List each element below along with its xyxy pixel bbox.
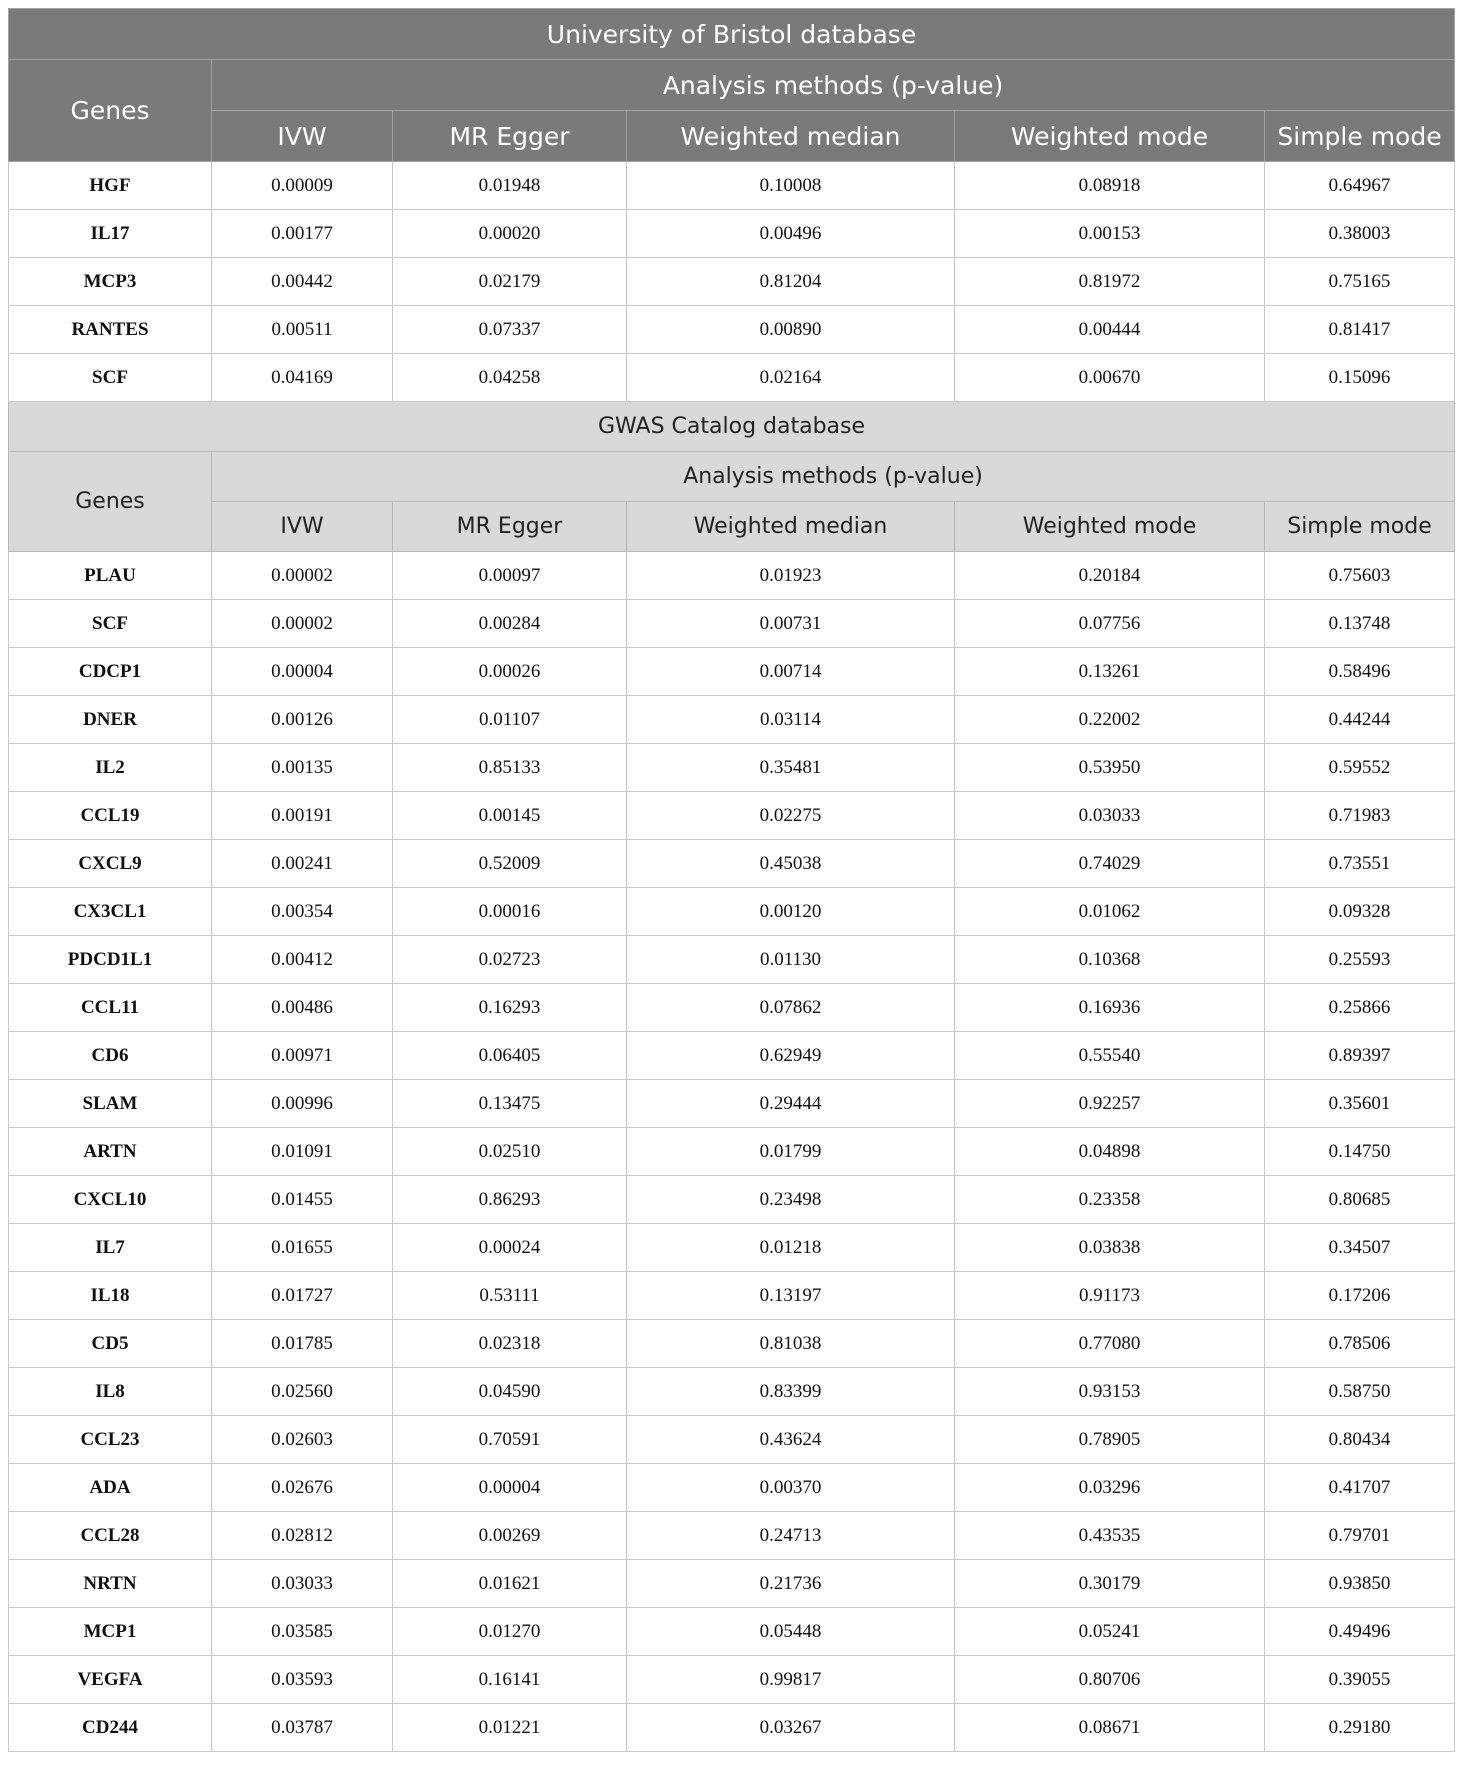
- p-value-cell: 0.00135: [212, 744, 393, 792]
- p-value-cell: 0.92257: [955, 1080, 1265, 1128]
- p-value-cell: 0.49496: [1265, 1608, 1455, 1656]
- gene-cell: RANTES: [9, 306, 212, 354]
- p-value-cell: 0.00177: [212, 210, 393, 258]
- p-value-cell: 0.75603: [1265, 552, 1455, 600]
- p-value-cell: 0.08671: [955, 1704, 1265, 1752]
- p-value-cell: 0.22002: [955, 696, 1265, 744]
- p-value-cell: 0.91173: [955, 1272, 1265, 1320]
- table-row: [9, 1608, 1455, 1656]
- column-header: Simple mode: [1265, 111, 1455, 162]
- p-value-cell: 0.00714: [627, 648, 955, 696]
- p-value-cell: 0.17206: [1265, 1272, 1455, 1320]
- gene-cell: CCL19: [9, 792, 212, 840]
- table-row: [9, 162, 1455, 210]
- table-row: [9, 1368, 1455, 1416]
- p-value-cell: 0.02812: [212, 1512, 393, 1560]
- p-value-cell: 0.00009: [212, 162, 393, 210]
- p-value-cell: 0.05241: [955, 1608, 1265, 1656]
- table-row: [9, 840, 1455, 888]
- p-value-cell: 0.00496: [627, 210, 955, 258]
- table-row: [9, 1656, 1455, 1704]
- p-value-cell: 0.00890: [627, 306, 955, 354]
- p-value-cell: 0.00370: [627, 1464, 955, 1512]
- p-value-cell: 0.00145: [393, 792, 627, 840]
- gene-cell: CDCP1: [9, 648, 212, 696]
- p-value-cell: 0.04898: [955, 1128, 1265, 1176]
- p-value-cell: 0.02603: [212, 1416, 393, 1464]
- p-value-cell: 0.09328: [1265, 888, 1455, 936]
- p-value-cell: 0.14750: [1265, 1128, 1455, 1176]
- p-value-cell: 0.23498: [627, 1176, 955, 1224]
- p-value-cell: 0.00004: [393, 1464, 627, 1512]
- table-row: [9, 1704, 1455, 1752]
- p-value-cell: 0.29444: [627, 1080, 955, 1128]
- p-value-cell: 0.01270: [393, 1608, 627, 1656]
- table-row: [9, 354, 1455, 402]
- table-row: [9, 1560, 1455, 1608]
- p-value-cell: 0.00731: [627, 600, 955, 648]
- p-value-cell: 0.62949: [627, 1032, 955, 1080]
- gene-cell: IL2: [9, 744, 212, 792]
- p-value-cell: 0.00971: [212, 1032, 393, 1080]
- table-row: [9, 1512, 1455, 1560]
- gwas-rows: [9, 552, 1455, 1752]
- p-value-cell: 0.24713: [627, 1512, 955, 1560]
- p-value-cell: 0.00024: [393, 1224, 627, 1272]
- section-title: GWAS Catalog database: [9, 402, 1455, 452]
- p-value-cell: 0.02164: [627, 354, 955, 402]
- gene-cell: ADA: [9, 1464, 212, 1512]
- gene-cell: CD244: [9, 1704, 212, 1752]
- table-row: [9, 984, 1455, 1032]
- gene-cell: CX3CL1: [9, 888, 212, 936]
- p-value-cell: 0.01923: [627, 552, 955, 600]
- p-value-cell: 0.52009: [393, 840, 627, 888]
- p-value-cell: 0.01948: [393, 162, 627, 210]
- p-value-cell: 0.01785: [212, 1320, 393, 1368]
- p-value-cell: 0.00486: [212, 984, 393, 1032]
- gene-cell: CD5: [9, 1320, 212, 1368]
- p-value-cell: 0.79701: [1265, 1512, 1455, 1560]
- p-value-cell: 0.81417: [1265, 306, 1455, 354]
- p-value-cell: 0.01655: [212, 1224, 393, 1272]
- methods-header: Analysis methods (p-value): [212, 60, 1455, 111]
- gene-cell: MCP3: [9, 258, 212, 306]
- p-value-cell: 0.00026: [393, 648, 627, 696]
- table-row: [9, 696, 1455, 744]
- gwas-header: [9, 402, 1455, 552]
- table-row: [9, 258, 1455, 306]
- p-value-cell: 0.39055: [1265, 1656, 1455, 1704]
- gene-cell: IL17: [9, 210, 212, 258]
- p-value-cell: 0.00020: [393, 210, 627, 258]
- p-value-cell: 0.13261: [955, 648, 1265, 696]
- p-value-cell: 0.59552: [1265, 744, 1455, 792]
- p-value-cell: 0.01727: [212, 1272, 393, 1320]
- p-value-cell: 0.00120: [627, 888, 955, 936]
- p-value-cell: 0.03838: [955, 1224, 1265, 1272]
- table-row: [9, 936, 1455, 984]
- gene-cell: CXCL9: [9, 840, 212, 888]
- genes-header: Genes: [9, 452, 212, 552]
- p-value-cell: 0.04169: [212, 354, 393, 402]
- p-value-cell: 0.38003: [1265, 210, 1455, 258]
- column-header: MR Egger: [393, 111, 627, 162]
- gene-cell: NRTN: [9, 1560, 212, 1608]
- p-value-cell: 0.25593: [1265, 936, 1455, 984]
- p-value-cell: 0.03033: [955, 792, 1265, 840]
- p-value-cell: 0.58496: [1265, 648, 1455, 696]
- p-value-cell: 0.00004: [212, 648, 393, 696]
- p-value-cell: 0.04590: [393, 1368, 627, 1416]
- p-value-cell: 0.71983: [1265, 792, 1455, 840]
- p-value-cell: 0.83399: [627, 1368, 955, 1416]
- p-value-cell: 0.58750: [1265, 1368, 1455, 1416]
- p-value-cell: 0.35481: [627, 744, 955, 792]
- column-header: Weighted median: [627, 111, 955, 162]
- p-value-cell: 0.03585: [212, 1608, 393, 1656]
- p-value-cell: 0.01091: [212, 1128, 393, 1176]
- p-value-cell: 0.75165: [1265, 258, 1455, 306]
- column-header: Weighted mode: [955, 111, 1265, 162]
- p-value-cell: 0.08918: [955, 162, 1265, 210]
- p-value-cell: 0.03787: [212, 1704, 393, 1752]
- gene-cell: DNER: [9, 696, 212, 744]
- table-row: [9, 1080, 1455, 1128]
- p-value-cell: 0.13475: [393, 1080, 627, 1128]
- p-value-cell: 0.53950: [955, 744, 1265, 792]
- p-value-cell: 0.80434: [1265, 1416, 1455, 1464]
- gene-cell: CXCL10: [9, 1176, 212, 1224]
- bristol-rows: [9, 162, 1455, 402]
- p-value-cell: 0.73551: [1265, 840, 1455, 888]
- table-row: [9, 1224, 1455, 1272]
- p-value-cell: 0.00002: [212, 600, 393, 648]
- p-value-cell: 0.02560: [212, 1368, 393, 1416]
- p-value-cell: 0.01799: [627, 1128, 955, 1176]
- p-value-cell: 0.00511: [212, 306, 393, 354]
- gene-cell: CCL23: [9, 1416, 212, 1464]
- p-value-cell: 0.78506: [1265, 1320, 1455, 1368]
- table-row: [9, 1464, 1455, 1512]
- p-value-cell: 0.10008: [627, 162, 955, 210]
- p-value-cell: 0.00002: [212, 552, 393, 600]
- p-value-cell: 0.64967: [1265, 162, 1455, 210]
- table-row: [9, 1272, 1455, 1320]
- p-value-cell: 0.13748: [1265, 600, 1455, 648]
- section-title: University of Bristol database: [9, 9, 1455, 60]
- p-value-cell: 0.15096: [1265, 354, 1455, 402]
- p-value-cell: 0.21736: [627, 1560, 955, 1608]
- genes-header: Genes: [9, 60, 212, 162]
- p-value-cell: 0.02723: [393, 936, 627, 984]
- table-row: [9, 1128, 1455, 1176]
- p-value-cell: 0.89397: [1265, 1032, 1455, 1080]
- p-value-cell: 0.01221: [393, 1704, 627, 1752]
- column-header: Weighted mode: [955, 502, 1265, 552]
- p-value-cell: 0.45038: [627, 840, 955, 888]
- p-value-cell: 0.81038: [627, 1320, 955, 1368]
- p-value-cell: 0.01107: [393, 696, 627, 744]
- gene-cell: ARTN: [9, 1128, 212, 1176]
- column-header: IVW: [212, 111, 393, 162]
- gene-cell: VEGFA: [9, 1656, 212, 1704]
- p-value-cell: 0.74029: [955, 840, 1265, 888]
- p-value-cell: 0.01130: [627, 936, 955, 984]
- p-value-cell: 0.00153: [955, 210, 1265, 258]
- table-row: [9, 744, 1455, 792]
- p-value-cell: 0.00412: [212, 936, 393, 984]
- table-row: [9, 648, 1455, 696]
- p-value-cell: 0.70591: [393, 1416, 627, 1464]
- p-value-cell: 0.00016: [393, 888, 627, 936]
- p-value-cell: 0.02318: [393, 1320, 627, 1368]
- bristol-header: [9, 9, 1455, 162]
- methods-header: Analysis methods (p-value): [212, 452, 1455, 502]
- p-value-cell: 0.02510: [393, 1128, 627, 1176]
- gene-cell: IL8: [9, 1368, 212, 1416]
- p-value-cell: 0.55540: [955, 1032, 1265, 1080]
- table-row: [9, 306, 1455, 354]
- p-value-cell: 0.16936: [955, 984, 1265, 1032]
- p-value-cell: 0.00442: [212, 258, 393, 306]
- column-header: IVW: [212, 502, 393, 552]
- p-value-cell: 0.03267: [627, 1704, 955, 1752]
- table-row: [9, 792, 1455, 840]
- p-value-cell: 0.07756: [955, 600, 1265, 648]
- p-value-cell: 0.04258: [393, 354, 627, 402]
- table-row: [9, 1176, 1455, 1224]
- p-value-cell: 0.23358: [955, 1176, 1265, 1224]
- p-value-cell: 0.81204: [627, 258, 955, 306]
- p-value-cell: 0.93153: [955, 1368, 1265, 1416]
- table-row: [9, 888, 1455, 936]
- results-table: [8, 8, 1455, 1752]
- p-value-cell: 0.16293: [393, 984, 627, 1032]
- p-value-cell: 0.99817: [627, 1656, 955, 1704]
- p-value-cell: 0.03114: [627, 696, 955, 744]
- gene-cell: CCL11: [9, 984, 212, 1032]
- p-value-cell: 0.43624: [627, 1416, 955, 1464]
- table-row: [9, 552, 1455, 600]
- gene-cell: CCL28: [9, 1512, 212, 1560]
- gene-cell: PDCD1L1: [9, 936, 212, 984]
- p-value-cell: 0.05448: [627, 1608, 955, 1656]
- p-value-cell: 0.13197: [627, 1272, 955, 1320]
- column-header: Weighted median: [627, 502, 955, 552]
- gene-cell: HGF: [9, 162, 212, 210]
- p-value-cell: 0.07337: [393, 306, 627, 354]
- p-value-cell: 0.78905: [955, 1416, 1265, 1464]
- p-value-cell: 0.01062: [955, 888, 1265, 936]
- p-value-cell: 0.01218: [627, 1224, 955, 1272]
- table-row: [9, 1320, 1455, 1368]
- p-value-cell: 0.80706: [955, 1656, 1265, 1704]
- p-value-cell: 0.77080: [955, 1320, 1265, 1368]
- p-value-cell: 0.02676: [212, 1464, 393, 1512]
- column-header: MR Egger: [393, 502, 627, 552]
- p-value-cell: 0.00284: [393, 600, 627, 648]
- gene-cell: SCF: [9, 600, 212, 648]
- p-value-cell: 0.00444: [955, 306, 1265, 354]
- p-value-cell: 0.00241: [212, 840, 393, 888]
- p-value-cell: 0.34507: [1265, 1224, 1455, 1272]
- p-value-cell: 0.80685: [1265, 1176, 1455, 1224]
- gene-cell: IL7: [9, 1224, 212, 1272]
- p-value-cell: 0.02179: [393, 258, 627, 306]
- p-value-cell: 0.16141: [393, 1656, 627, 1704]
- p-value-cell: 0.00269: [393, 1512, 627, 1560]
- gene-cell: IL18: [9, 1272, 212, 1320]
- p-value-cell: 0.01455: [212, 1176, 393, 1224]
- gene-cell: MCP1: [9, 1608, 212, 1656]
- p-value-cell: 0.00354: [212, 888, 393, 936]
- p-value-cell: 0.25866: [1265, 984, 1455, 1032]
- p-value-cell: 0.00670: [955, 354, 1265, 402]
- table-row: [9, 210, 1455, 258]
- p-value-cell: 0.85133: [393, 744, 627, 792]
- p-value-cell: 0.35601: [1265, 1080, 1455, 1128]
- p-value-cell: 0.06405: [393, 1032, 627, 1080]
- p-value-cell: 0.53111: [393, 1272, 627, 1320]
- p-value-cell: 0.00126: [212, 696, 393, 744]
- p-value-cell: 0.43535: [955, 1512, 1265, 1560]
- p-value-cell: 0.41707: [1265, 1464, 1455, 1512]
- gene-cell: PLAU: [9, 552, 212, 600]
- p-value-cell: 0.01621: [393, 1560, 627, 1608]
- p-value-cell: 0.29180: [1265, 1704, 1455, 1752]
- p-value-cell: 0.03593: [212, 1656, 393, 1704]
- gene-cell: CD6: [9, 1032, 212, 1080]
- table-row: [9, 1416, 1455, 1464]
- gene-cell: SCF: [9, 354, 212, 402]
- p-value-cell: 0.44244: [1265, 696, 1455, 744]
- p-value-cell: 0.00097: [393, 552, 627, 600]
- p-value-cell: 0.03296: [955, 1464, 1265, 1512]
- p-value-cell: 0.20184: [955, 552, 1265, 600]
- table-row: [9, 1032, 1455, 1080]
- p-value-cell: 0.07862: [627, 984, 955, 1032]
- table-row: [9, 600, 1455, 648]
- p-value-cell: 0.03033: [212, 1560, 393, 1608]
- p-value-cell: 0.93850: [1265, 1560, 1455, 1608]
- p-value-cell: 0.10368: [955, 936, 1265, 984]
- p-value-cell: 0.86293: [393, 1176, 627, 1224]
- gene-cell: SLAM: [9, 1080, 212, 1128]
- p-value-cell: 0.00996: [212, 1080, 393, 1128]
- column-header: Simple mode: [1265, 502, 1455, 552]
- p-value-cell: 0.81972: [955, 258, 1265, 306]
- p-value-cell: 0.00191: [212, 792, 393, 840]
- p-value-cell: 0.30179: [955, 1560, 1265, 1608]
- p-value-cell: 0.02275: [627, 792, 955, 840]
